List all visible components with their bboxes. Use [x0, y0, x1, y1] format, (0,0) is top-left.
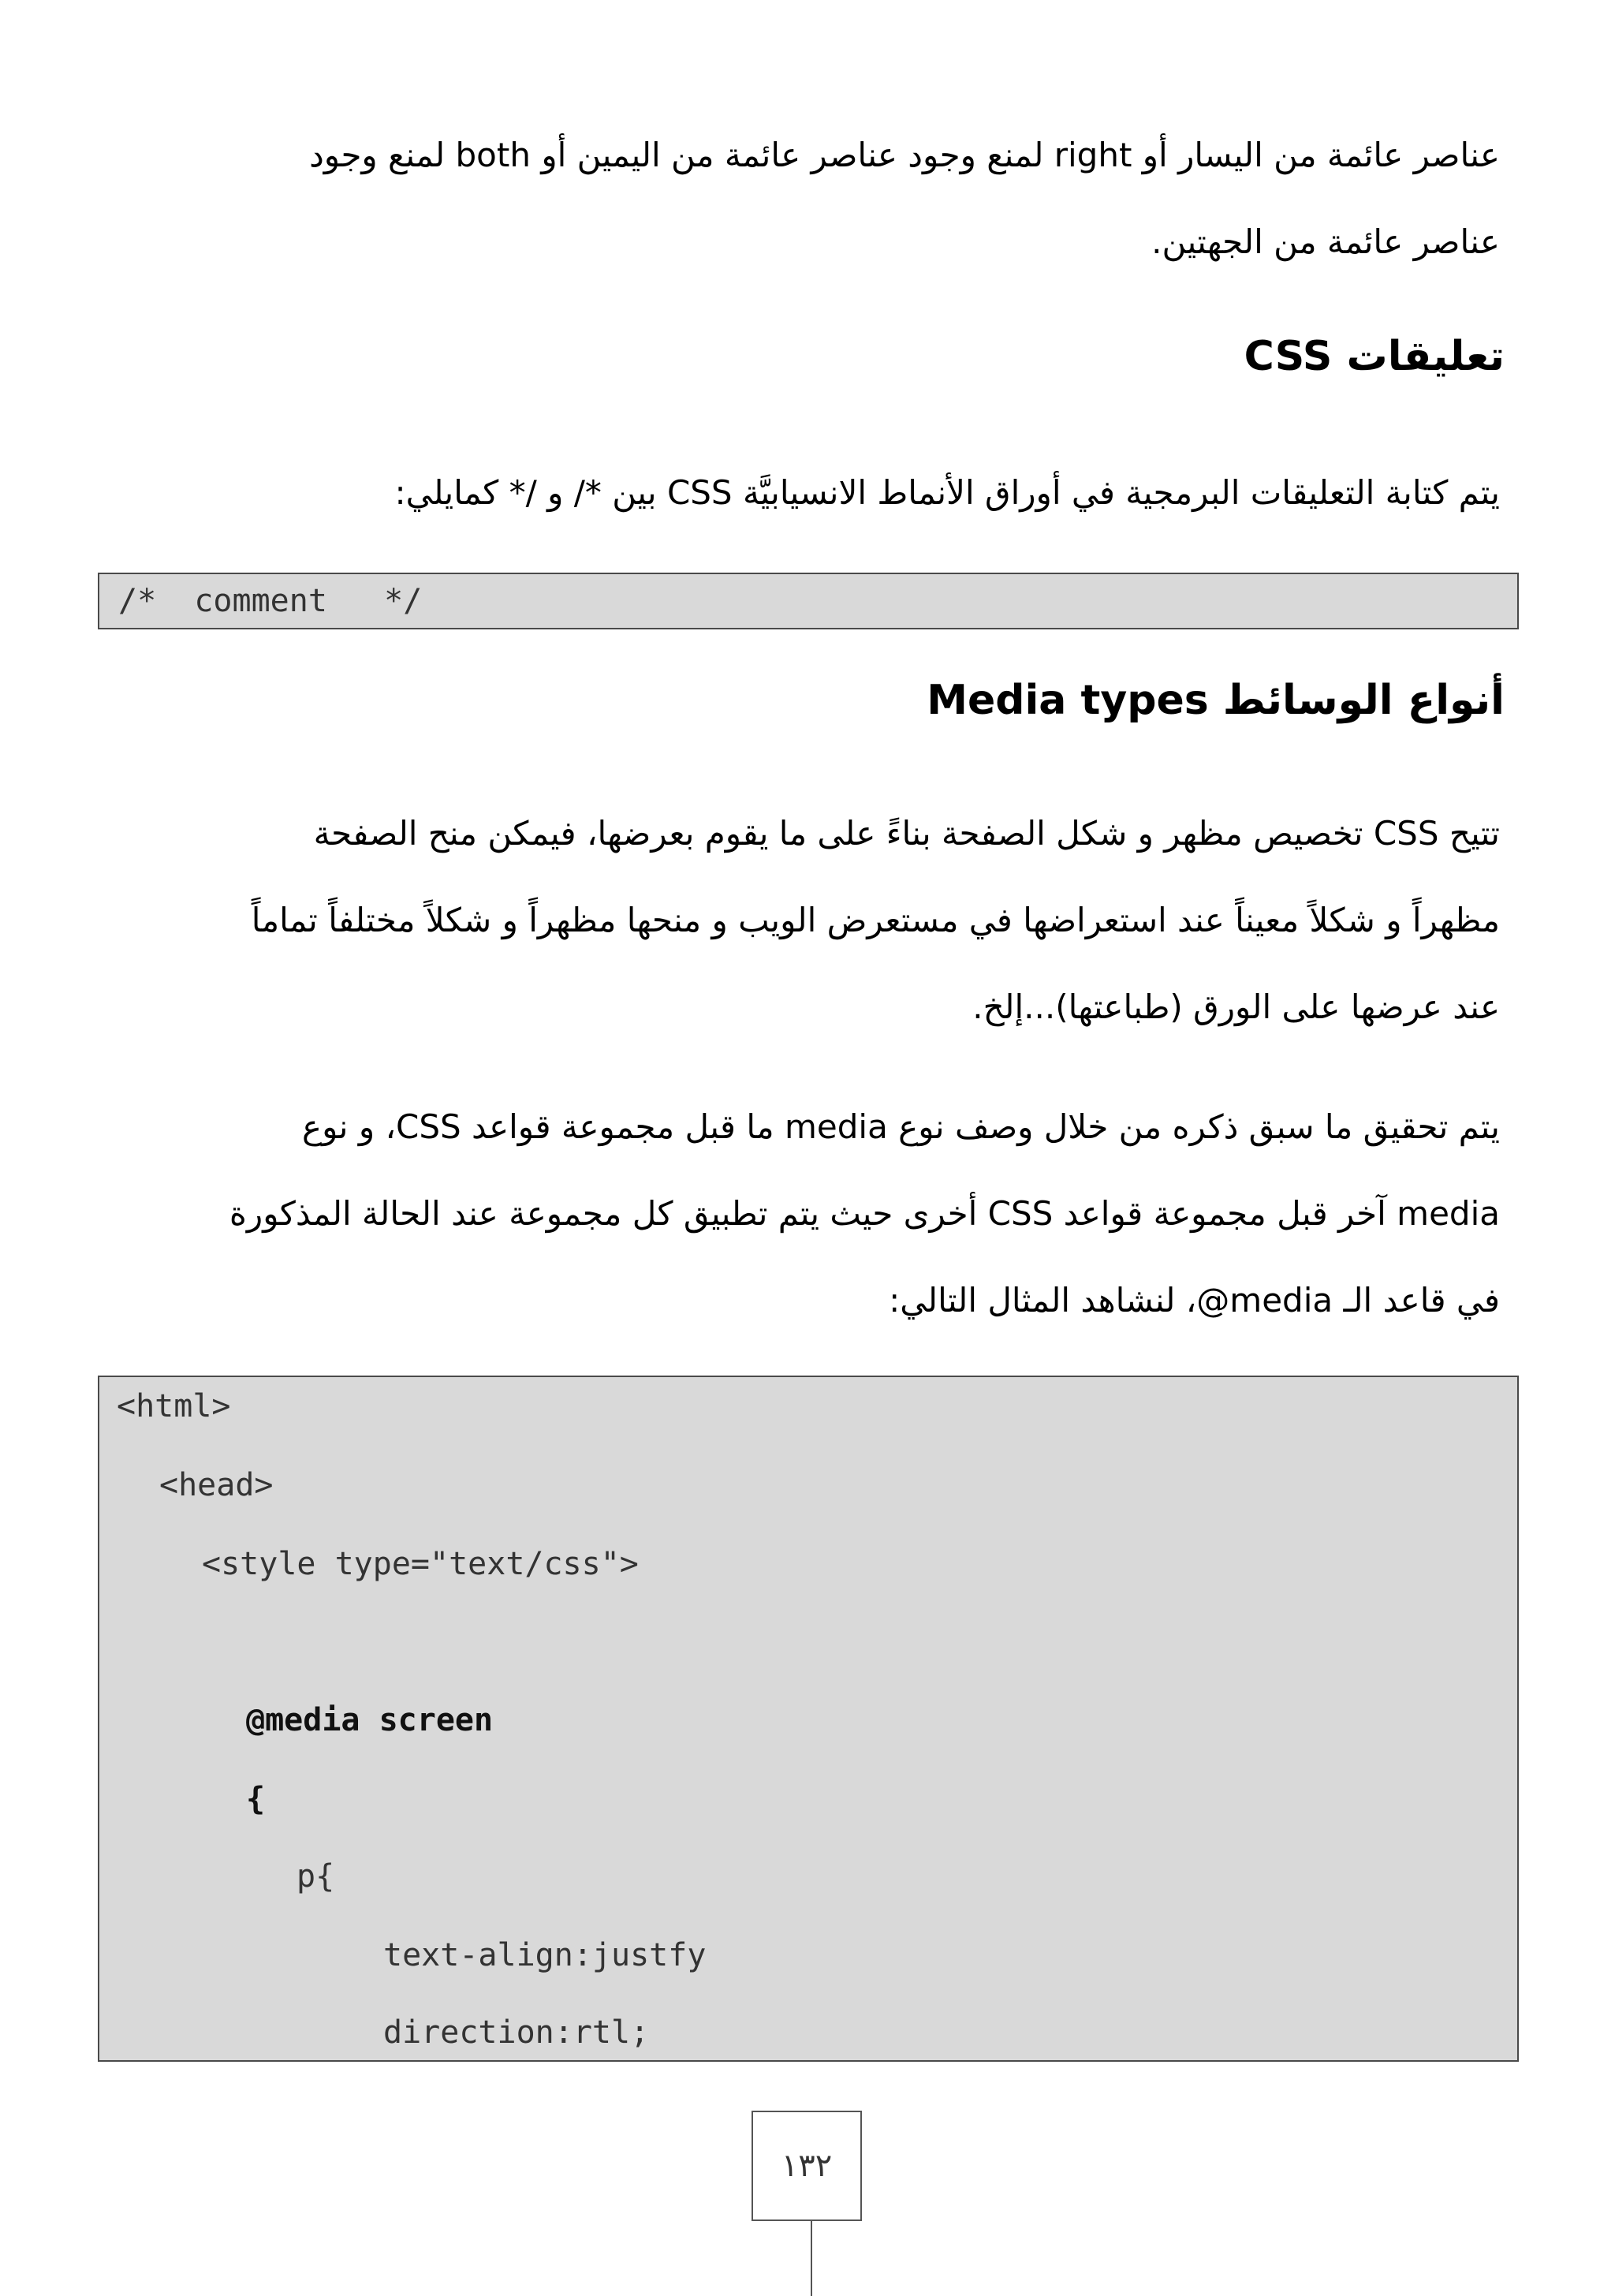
- code-line: p{: [297, 1858, 335, 1895]
- paragraph-line: في قاعد الـ media@، لنشاهد المثال التالي:: [889, 1281, 1500, 1320]
- code-line: <html>: [117, 1388, 231, 1424]
- code-line: direction:rtl;: [383, 2014, 650, 2051]
- paragraph-comments: [115, 450, 1500, 536]
- paragraph-line: تتيح CSS تخصيص مظهر و شكل الصفحة بناءً على ما يقوم بعرضها، فيمكن منح الصفحة: [313, 814, 1500, 853]
- paragraph-media-rule: [115, 1084, 1500, 1344]
- page-number: ١٣٢: [752, 2111, 862, 2221]
- paragraph-line: media آخر قبل مجموعة قواعد CSS أخرى حيث يتم تطبيق كل مجموعة عند الحالة المذكورة: [229, 1194, 1500, 1233]
- heading-media-types: أنواع الوسائط Media types: [927, 677, 1505, 724]
- paragraph-float-clear: [115, 112, 1500, 286]
- code-line: @media screen: [246, 1702, 494, 1738]
- paragraph-line: عناصر عائمة من اليسار أو right لمنع وجود عناصر عائمة من اليمين أو both لمنع وجود: [309, 136, 1500, 174]
- code-line: <style type="text/css">: [202, 1546, 639, 1582]
- paragraph-line: عند عرضها على الورق (طباعتها)...إلخ.: [972, 987, 1500, 1026]
- paragraph-line: عناصر عائمة من الجهتين.: [1151, 222, 1500, 261]
- paragraph-line: يتم كتابة التعليقات البرمجية في أوراق الأنماط الانسيابيَّة CSS بين */ و /* كمايلي:: [394, 473, 1500, 512]
- code-line: text-align:justfy: [383, 1937, 707, 1973]
- comment-code-block: /* comment */: [98, 573, 1519, 629]
- page-number-line: [811, 2221, 812, 2296]
- paragraph-line: يتم تحقيق ما سبق ذكره من خلال وصف نوع media ما قبل مجموعة قواعد CSS، و نوع: [302, 1107, 1500, 1146]
- html-code-block: [98, 1376, 1519, 2062]
- code-line: {: [246, 1781, 266, 1817]
- heading-css-comments: تعليقات CSS: [1244, 333, 1505, 380]
- code-line: <head>: [159, 1467, 274, 1503]
- paragraph-media-intro: [115, 790, 1500, 1051]
- paragraph-line: مظهراً و شكلاً معيناً عند استعراضها في مستعرض الويب و منحها مظهراً و شكلاً مختلفاً تماماً: [251, 901, 1500, 939]
